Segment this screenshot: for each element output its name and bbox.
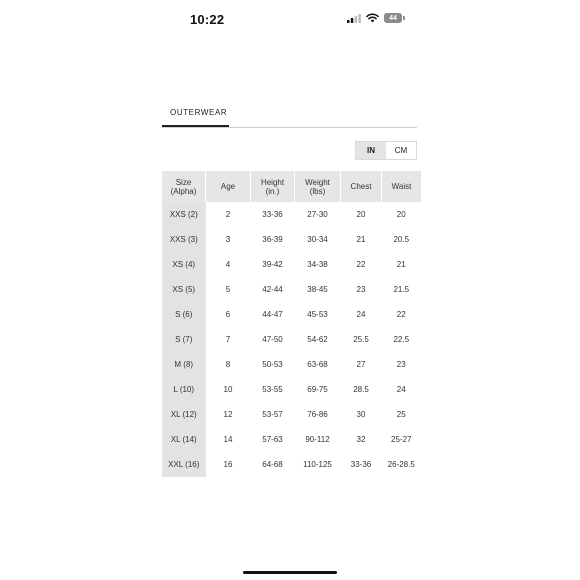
cell-height: 47-50 bbox=[251, 327, 295, 352]
wifi-icon bbox=[366, 13, 379, 23]
cell-size: S (6) bbox=[162, 302, 206, 327]
tab-outerwear[interactable]: OUTERWEAR bbox=[170, 108, 228, 117]
table-row bbox=[162, 302, 421, 327]
cell-chest: 28.5 bbox=[341, 377, 382, 402]
table-row bbox=[162, 277, 421, 302]
header-size: Size (Alpha) bbox=[162, 171, 206, 202]
cell-age: 3 bbox=[206, 227, 251, 252]
cell-waist: 22.5 bbox=[382, 327, 422, 352]
cell-chest: 21 bbox=[341, 227, 382, 252]
cell-waist: 23 bbox=[382, 352, 422, 377]
table-row bbox=[162, 452, 421, 477]
header-weight: Weight (lbs) bbox=[295, 171, 341, 202]
cell-height: 53-57 bbox=[251, 402, 295, 427]
cell-height: 39-42 bbox=[251, 252, 295, 277]
table-row bbox=[162, 327, 421, 352]
cell-age: 4 bbox=[206, 252, 251, 277]
status-bar bbox=[0, 0, 580, 40]
table-body bbox=[162, 202, 421, 477]
table-row bbox=[162, 252, 421, 277]
cell-size: XL (12) bbox=[162, 402, 206, 427]
cell-age: 2 bbox=[206, 202, 251, 227]
cell-height: 53-55 bbox=[251, 377, 295, 402]
cell-chest: 22 bbox=[341, 252, 382, 277]
cell-size: XXL (16) bbox=[162, 452, 206, 477]
cell-size: XL (14) bbox=[162, 427, 206, 452]
cell-weight: 45-53 bbox=[295, 302, 341, 327]
table-row bbox=[162, 402, 421, 427]
size-chart-table bbox=[162, 171, 421, 477]
cell-waist: 22 bbox=[382, 302, 422, 327]
cell-waist: 21 bbox=[382, 252, 422, 277]
cell-weight: 63-68 bbox=[295, 352, 341, 377]
cell-waist: 26-28.5 bbox=[382, 452, 422, 477]
cell-waist: 25 bbox=[382, 402, 422, 427]
status-time: 10:22 bbox=[190, 12, 225, 27]
header-waist: Waist bbox=[382, 171, 422, 202]
header-age: Age bbox=[206, 171, 251, 202]
cell-size: XXS (2) bbox=[162, 202, 206, 227]
cell-weight: 54-62 bbox=[295, 327, 341, 352]
cell-weight: 69-75 bbox=[295, 377, 341, 402]
cell-height: 33-36 bbox=[251, 202, 295, 227]
table-row bbox=[162, 427, 421, 452]
cell-weight: 38-45 bbox=[295, 277, 341, 302]
unit-cm-button[interactable]: CM bbox=[394, 146, 408, 155]
cell-size: XXS (3) bbox=[162, 227, 206, 252]
cell-waist: 25-27 bbox=[382, 427, 422, 452]
cell-age: 14 bbox=[206, 427, 251, 452]
battery-level: 44 bbox=[389, 14, 397, 22]
table-row bbox=[162, 202, 421, 227]
cell-age: 5 bbox=[206, 277, 251, 302]
cell-waist: 20 bbox=[382, 202, 422, 227]
table-row bbox=[162, 352, 421, 377]
cell-size: M (8) bbox=[162, 352, 206, 377]
cell-chest: 33-36 bbox=[341, 452, 382, 477]
cell-weight: 27-30 bbox=[295, 202, 341, 227]
cell-age: 16 bbox=[206, 452, 251, 477]
table-row bbox=[162, 227, 421, 252]
cellular-signal-icon bbox=[347, 14, 361, 23]
cell-chest: 32 bbox=[341, 427, 382, 452]
cell-size: S (7) bbox=[162, 327, 206, 352]
cell-weight: 110-125 bbox=[295, 452, 341, 477]
tab-divider bbox=[162, 127, 417, 128]
cell-age: 12 bbox=[206, 402, 251, 427]
cell-height: 36-39 bbox=[251, 227, 295, 252]
battery-icon bbox=[384, 13, 402, 23]
unit-in-button[interactable]: IN bbox=[356, 142, 386, 159]
cell-waist: 21.5 bbox=[382, 277, 422, 302]
cell-age: 7 bbox=[206, 327, 251, 352]
cell-chest: 24 bbox=[341, 302, 382, 327]
cell-height: 44-47 bbox=[251, 302, 295, 327]
cell-chest: 25.5 bbox=[341, 327, 382, 352]
table-row bbox=[162, 377, 421, 402]
cell-chest: 27 bbox=[341, 352, 382, 377]
cell-height: 57-63 bbox=[251, 427, 295, 452]
cell-size: XS (4) bbox=[162, 252, 206, 277]
cell-age: 8 bbox=[206, 352, 251, 377]
cell-size: L (10) bbox=[162, 377, 206, 402]
cell-weight: 30-34 bbox=[295, 227, 341, 252]
header-height: Height (in.) bbox=[251, 171, 295, 202]
cell-weight: 90-112 bbox=[295, 427, 341, 452]
unit-toggle bbox=[355, 141, 417, 160]
cell-chest: 20 bbox=[341, 202, 382, 227]
cell-height: 42-44 bbox=[251, 277, 295, 302]
cell-age: 10 bbox=[206, 377, 251, 402]
cell-height: 64-68 bbox=[251, 452, 295, 477]
cell-waist: 24 bbox=[382, 377, 422, 402]
cell-weight: 76-86 bbox=[295, 402, 341, 427]
cell-age: 6 bbox=[206, 302, 251, 327]
cell-chest: 23 bbox=[341, 277, 382, 302]
home-indicator[interactable] bbox=[243, 571, 337, 574]
cell-waist: 20.5 bbox=[382, 227, 422, 252]
header-chest: Chest bbox=[341, 171, 382, 202]
table-header-row bbox=[162, 171, 421, 202]
cell-weight: 34-38 bbox=[295, 252, 341, 277]
cell-chest: 30 bbox=[341, 402, 382, 427]
cell-height: 50-53 bbox=[251, 352, 295, 377]
status-icons bbox=[347, 13, 402, 23]
cell-size: XS (5) bbox=[162, 277, 206, 302]
